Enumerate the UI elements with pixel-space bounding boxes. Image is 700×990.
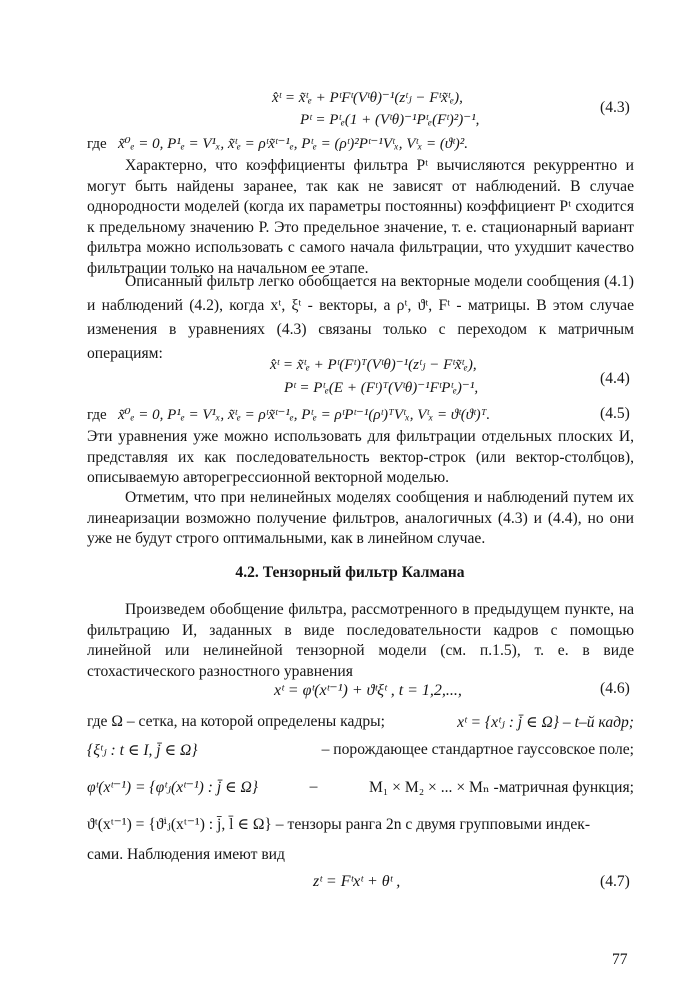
eq-4-3-line2: Pᵗ = Pᵗₑ(1 + (Vᵗθ)⁻¹Pᵗₑ(Fᵗ)²)⁻¹,: [300, 112, 480, 128]
eq-4-4-line2: Pᵗ = Pᵗₑ(E + (Fᵗ)ᵀ(Vᵗθ)⁻¹FᵗPᵗₑ)⁻¹,: [284, 380, 479, 396]
definition-field-formula: {ξᵗⱼ : t ∈ I, j̄ ∈ Ω}: [87, 742, 198, 759]
definition-observations: [87, 846, 634, 864]
paragraph-vector-models: Описанный фильтр легко обобщается на векторные модели сообщения (4.1) и наблюдений (4.2), когда xᵗ, ξᵗ - векторы, а ρᵗ, ϑᵗ, Fᵗ - матрицы. В этом случае изменения в уравнениях (4.3) связаны только с переходом к матричным операциям:: [87, 273, 634, 362]
definition-function-text: M₁ × M₂ × ... × Mₙ -матричная функция;: [368, 779, 634, 796]
definition-grid-text: где Ω – сетка, на которой определены кадры;: [87, 713, 385, 730]
eq-4-5-number: (4.5): [600, 405, 630, 422]
definition-function-formula: φᵗ(xᵗ⁻¹) = {φᵗⱼ(xᵗ⁻¹) : j̄ ∈ Ω}: [87, 779, 259, 796]
paragraph-coefficients: Характерно, что коэффициенты фильтра Pᵗ вычисляются рекуррентно и могут быть найдены заранее, так как не зависят от наблюдений. В случае однородности моделей (когда их параметры постоянны) коэффициент Pᵗ сходится к предельному значению P. Это предельное значение, т. е. стационарный вариант фильтра можно использовать с самого начала фильтрации, что ухудшит качество фильтрации только на начальном ее этапе.: [87, 157, 634, 277]
definition-grid: [87, 713, 634, 732]
paragraph-generalization: Произведем обобщение фильтра, рассмотренного в предыдущем пункте, на фильтрацию И, заданных в виде последовательности кадров с помощью линейной или нелинейной тензорной модели (см. п.1.5), т. е. в виде стохастического разностного уравнения: [87, 601, 634, 680]
definition-tensor: [87, 815, 634, 834]
eq-4-7-number: (4.7): [600, 873, 630, 890]
definition-frame: xᵗ = {xᵗⱼ : j̄ ∈ Ω} – t–й кадр;: [457, 714, 634, 731]
definition-observations-text: сами. Наблюдения имеют вид: [87, 846, 285, 863]
eq-4-5-conditions: x̃⁰ₑ = 0, P¹ₑ = V¹ₓ, x̃ᵗₑ = ρᵗx̃ᵗ⁻¹ₑ, Pᵗₑ = ρᵗPᵗ⁻¹(ρᵗ)ᵀVᵗₓ, Vᵗₓ = ϑᵗ(ϑᵗ)ᵀ.: [117, 407, 491, 423]
definition-function-dash: –: [309, 778, 318, 795]
eq-4-6: xᵗ = φᵗ(xᵗ⁻¹) + ϑᵗξᵗ , t = 1,2,...,: [274, 682, 462, 699]
page-number: 77: [612, 951, 628, 968]
where-word-2: где: [87, 407, 107, 423]
section-heading: 4.2. Тензорный фильтр Калмана: [235, 564, 465, 581]
eq-4-3-line1: x̂ᵗ = x̃ᵗₑ + PᵗFᵗ(Vᵗθ)⁻¹(zᵗⱼ − Fᵗx̃ᵗₑ),: [272, 90, 463, 106]
eq-4-3-where: [87, 134, 468, 153]
eq-4-3-number: (4.3): [600, 99, 630, 116]
definition-tensor-text: ϑᵗ(xᵗ⁻¹) = {ϑⁱⱼ(xᵗ⁻¹) : j̄, l̄ ∈ Ω} – тензоры ранга 2n с двумя групповыми индек-: [87, 816, 591, 833]
eq-4-3-conditions: x̃⁰ₑ = 0, P¹ₑ = V¹ₓ, x̃ᵗₑ = ρᵗx̃ᵗ⁻¹ₑ, Pᵗₑ = (ρᵗ)²Pᵗ⁻¹Vᵗₓ, Vᵗₓ = (ϑᵗ)².: [117, 136, 468, 152]
where-word: где: [87, 136, 107, 152]
eq-4-5-where: [87, 405, 490, 424]
definition-field-text: – порождающее стандартное гауссовское поле;: [321, 741, 634, 758]
eq-4-4-line1: x̂ᵗ = x̃ᵗₑ + Pᵗ(Fᵗ)ᵀ(Vᵗθ)⁻¹(zᵗⱼ − Fᵗx̃ᵗₑ),: [270, 357, 477, 373]
paragraph-usage: Эти уравнения уже можно использовать для фильтрации отдельных плоских И, представляя их как последовательность вектор-строк (или вектор-столбцов), описываемую авторегрессионной векторной моделью.: [87, 428, 634, 486]
eq-4-6-number: (4.6): [600, 680, 630, 697]
definition-field: [87, 741, 634, 760]
paragraph-nonlinear: Отметим, что при нелинейных моделях сообщения и наблюдений путем их линеаризации возможно получение фильтров, аналогичных (4.3) и (4.4), но они уже не будут строго оптимальными, как в линейном случае.: [87, 489, 634, 547]
definition-function: [87, 778, 634, 797]
eq-4-7: zᵗ = Fᵗxᵗ + θᵗ ,: [313, 873, 401, 890]
eq-4-4-number: (4.4): [600, 370, 630, 387]
